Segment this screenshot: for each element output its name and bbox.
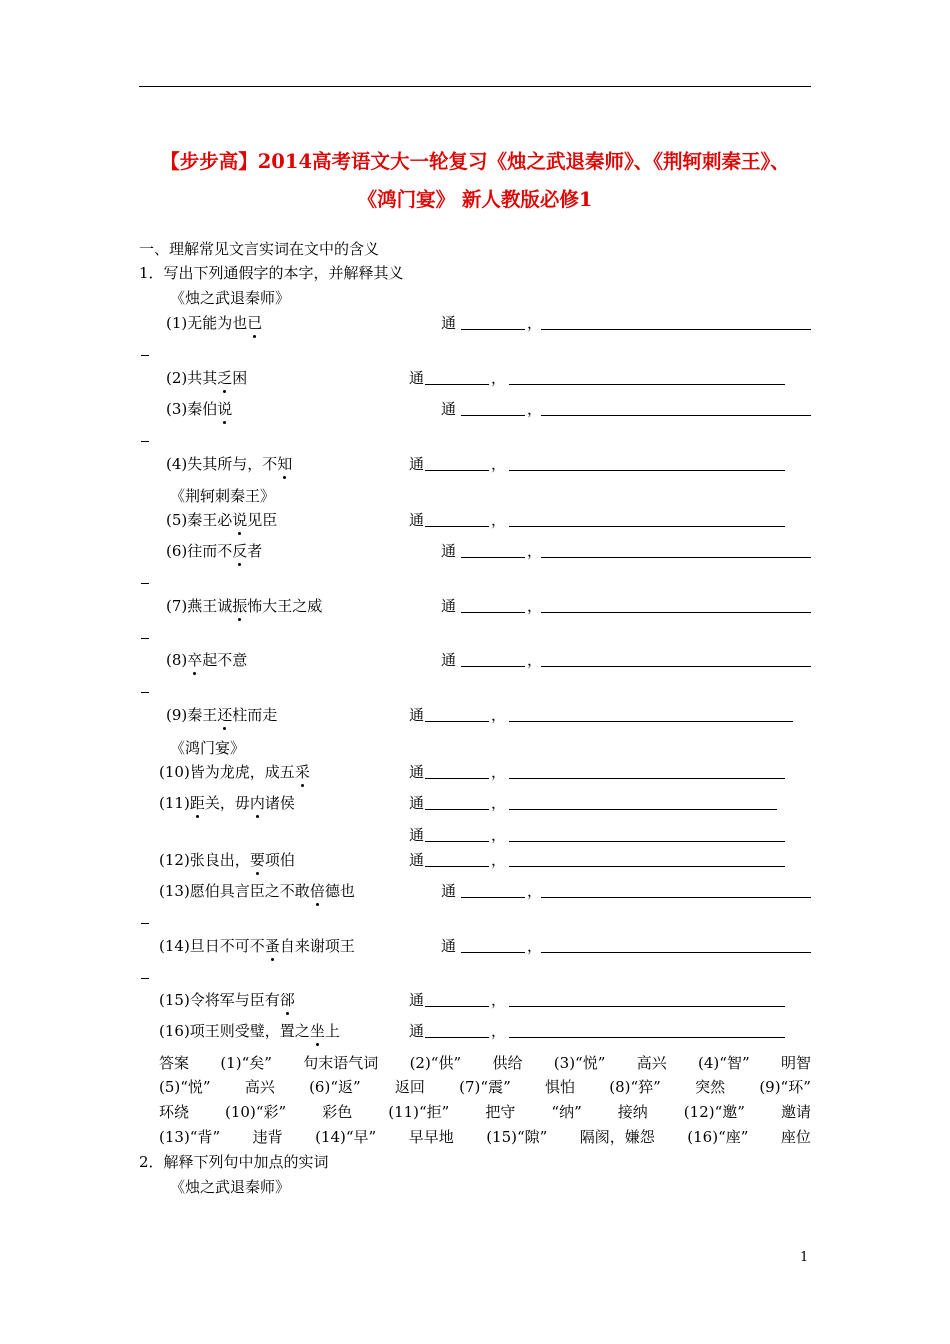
comma: ，	[527, 400, 543, 418]
item-text-pre: 共其	[187, 369, 218, 387]
answer-cell: (3)“悦”	[553, 1054, 606, 1072]
answer-cell: 环绕	[159, 1103, 190, 1121]
book-title-3: 《鸿门宴》	[170, 739, 246, 757]
answer-cell: 接纳	[617, 1103, 648, 1121]
answer-row-4	[159, 1127, 811, 1147]
item-text-pre: 往而不	[187, 542, 233, 560]
dotted-character: 已	[247, 314, 263, 332]
answer-blank-meaning[interactable]	[541, 401, 811, 416]
answer-cell: (6)“返”	[309, 1078, 361, 1096]
answer-cell: (2)“供”	[409, 1054, 462, 1072]
item-text	[159, 1021, 340, 1041]
item-text	[166, 368, 247, 388]
item-text-post: 怖大王之威	[247, 597, 323, 615]
question-1: 1．写出下列通假字的本字，并解释其义	[139, 264, 404, 282]
item-number: (15)	[159, 991, 190, 1009]
item-text-pre: 秦伯	[187, 400, 218, 418]
item-text-pre: 张良出，	[189, 851, 250, 869]
dotted-character: 倍	[309, 882, 325, 900]
dotted-character: 说	[232, 511, 248, 529]
answer-blank-meaning[interactable]	[541, 938, 811, 953]
item-text-pre: 秦王	[187, 706, 218, 724]
dotted-character: 蚤	[264, 937, 280, 955]
item-number: (3)	[166, 400, 188, 418]
answer-blank-meaning[interactable]	[509, 707, 793, 722]
book-title-1: 《烛之武退秦师》	[170, 289, 291, 307]
item-text	[159, 793, 295, 813]
page-number: 1	[800, 1250, 809, 1265]
dotted-character: 采	[294, 763, 310, 781]
document-title: 【步步高】2014高考语文大一轮复习《烛之武退秦师》、《荆轲刺秦王》、	[160, 150, 790, 173]
answer-blank-meaning[interactable]	[509, 764, 785, 779]
item-text	[166, 313, 262, 333]
answer-cell: 座位	[780, 1128, 811, 1146]
item-text	[166, 454, 292, 474]
continuation-dash	[141, 923, 149, 924]
answer-blank-character[interactable]	[461, 883, 525, 898]
answer-cell: (8)“猝”	[609, 1078, 661, 1096]
comma: ，	[491, 826, 507, 844]
item-number: (16)	[159, 1022, 190, 1040]
tong-label: 通	[441, 882, 457, 900]
dotted-character: 乏	[217, 369, 233, 387]
item-number: (14)	[159, 937, 190, 955]
answer-cell: 供给	[492, 1054, 523, 1072]
answer-cell: 句末语气词	[303, 1054, 379, 1072]
answer-row-1	[159, 1053, 811, 1073]
answer-blank-character[interactable]	[461, 315, 525, 330]
answer-cell: 答案	[159, 1054, 190, 1072]
item-text	[159, 881, 355, 901]
item-text	[159, 762, 310, 782]
dotted-character: 知	[277, 455, 293, 473]
item-text	[159, 936, 355, 956]
answer-cell: (13)“背”	[159, 1128, 221, 1146]
item-number: (7)	[166, 597, 188, 615]
item-number: (9)	[166, 706, 188, 724]
answer-cell: (5)“悦”	[159, 1078, 211, 1096]
continuation-dash	[141, 978, 149, 979]
comma: ，	[491, 991, 507, 1009]
comma: ，	[527, 314, 543, 332]
answer-cell: 早早地	[408, 1128, 454, 1146]
tong-label: 通	[409, 511, 425, 529]
item-text-post: 者	[247, 542, 263, 560]
item-text-post: 见臣	[247, 511, 278, 529]
answer-cell: 把守	[485, 1103, 516, 1121]
answer-cell: 突然	[695, 1078, 726, 1096]
item-number: (13)	[159, 882, 190, 900]
answer-cell: (10)“彩”	[225, 1103, 287, 1121]
dotted-character: 说	[217, 400, 233, 418]
tong-label: 通	[409, 369, 425, 387]
dotted-character: 郤	[279, 991, 295, 1009]
tong-label: 通	[409, 706, 425, 724]
answer-blank-character[interactable]	[461, 598, 525, 613]
item-text-post: 起不意	[202, 651, 248, 669]
answer-cell: “纳”	[551, 1103, 582, 1121]
answer-blank-meaning[interactable]	[509, 827, 785, 842]
item-text-post: 项伯	[264, 851, 295, 869]
item-text-pre: 皆为龙虎，成五	[189, 763, 295, 781]
tong-label: 通	[409, 763, 425, 781]
answer-cell: 违背	[252, 1128, 283, 1146]
tong-label: 通	[409, 1022, 425, 1040]
dotted-character: 内	[249, 794, 265, 812]
answer-cell: (12)“邀”	[683, 1103, 745, 1121]
comma: ，	[491, 763, 507, 781]
continuation-dash	[141, 355, 149, 356]
tong-label: 通	[409, 455, 425, 473]
answer-blank-meaning[interactable]	[509, 852, 785, 867]
answer-blank-character[interactable]	[425, 456, 489, 471]
answer-blank-character[interactable]	[425, 370, 489, 385]
answer-cell: (1)“矣”	[220, 1054, 272, 1072]
tong-label: 通	[441, 400, 457, 418]
item-text	[159, 990, 295, 1010]
answer-blank-character[interactable]	[425, 764, 489, 779]
answer-blank-character[interactable]	[461, 938, 525, 953]
item-text-pre: 令将军与臣有	[189, 991, 280, 1009]
answer-blank-character[interactable]	[425, 992, 489, 1007]
item-text-post: 德也	[324, 882, 355, 900]
answer-cell: (16)“座”	[687, 1128, 749, 1146]
answer-blank-meaning[interactable]	[509, 512, 785, 527]
answer-cell: (9)“环”	[759, 1078, 811, 1096]
answer-blank-meaning[interactable]	[541, 883, 811, 898]
answer-blank-meaning[interactable]	[541, 315, 811, 330]
tong-label: 通	[441, 651, 457, 669]
item-number: (8)	[166, 651, 188, 669]
comma: ，	[491, 851, 507, 869]
item-text-pre: 旦日不可不	[189, 937, 265, 955]
item-text-post: 诸侯	[264, 794, 295, 812]
item-text-pre: 无能为也	[187, 314, 248, 332]
answer-blank-meaning[interactable]	[509, 456, 785, 471]
tong-label: 通	[409, 991, 425, 1009]
answer-blank-character[interactable]	[425, 512, 489, 527]
answer-blank-meaning[interactable]	[541, 652, 811, 667]
comma: ，	[491, 1022, 507, 1040]
comma: ，	[527, 597, 543, 615]
item-number: (11)	[159, 794, 190, 812]
comma: ，	[491, 511, 507, 529]
continuation-dash	[141, 638, 149, 639]
answer-row-2	[159, 1077, 811, 1097]
comma: ，	[527, 882, 543, 900]
item-number: (2)	[166, 369, 188, 387]
answer-cell: (7)“震”	[459, 1078, 511, 1096]
answer-blank-character[interactable]	[425, 795, 489, 810]
dotted-character: 距	[189, 794, 205, 812]
answer-cell: 邀请	[780, 1103, 811, 1121]
item-text-post: 自来谢项王	[279, 937, 355, 955]
answer-row-3	[159, 1102, 811, 1122]
item-text-post: 柱而走	[232, 706, 278, 724]
comma: ，	[527, 542, 543, 560]
answer-cell: 返回	[394, 1078, 425, 1096]
section-heading: 一、理解常见文言实词在文中的含义	[139, 240, 380, 258]
item-text	[166, 596, 322, 616]
item-number: (12)	[159, 851, 190, 869]
answer-cell: 惧怕	[544, 1078, 575, 1096]
tong-label: 通	[441, 314, 457, 332]
item-number: (10)	[159, 763, 190, 781]
item-text-post: 困	[232, 369, 248, 387]
item-number: (4)	[166, 455, 188, 473]
answer-blank-character[interactable]	[425, 827, 489, 842]
answer-blank-meaning[interactable]	[509, 1023, 785, 1038]
item-number: (5)	[166, 511, 188, 529]
comma: ，	[491, 455, 507, 473]
tong-label: 通	[409, 851, 425, 869]
answer-cell: (15)“隙”	[486, 1128, 548, 1146]
comma: ，	[491, 706, 507, 724]
item-text	[166, 399, 232, 419]
item-number: (6)	[166, 542, 188, 560]
tong-label: 通	[441, 542, 457, 560]
item-text-pre: 燕王诚	[187, 597, 233, 615]
dotted-character: 振	[232, 597, 248, 615]
tong-label: 通	[409, 826, 425, 844]
answer-cell: 高兴	[244, 1078, 275, 1096]
dotted-character: 反	[232, 542, 248, 560]
answer-blank-meaning[interactable]	[509, 370, 785, 385]
item-text-pre: 失其所与，不	[187, 455, 278, 473]
comma: ，	[491, 794, 507, 812]
answer-cell: 隔阂，嫌怨	[579, 1128, 655, 1146]
answer-cell: (11)“拒”	[388, 1103, 450, 1121]
answer-blank-character[interactable]	[461, 543, 525, 558]
item-text-pre: 愿伯具言臣之不敢	[189, 882, 310, 900]
answer-cell: 彩色	[322, 1103, 353, 1121]
book-title-2: 《荆轲刺秦王》	[170, 487, 276, 505]
answer-blank-meaning[interactable]	[541, 598, 811, 613]
answer-blank-character[interactable]	[425, 1023, 489, 1038]
tong-label: 通	[441, 597, 457, 615]
item-text-post: 关，毋	[204, 794, 250, 812]
item-text	[166, 705, 277, 725]
item-text-pre: 项王则受璧，置之	[189, 1022, 310, 1040]
book-title-q2: 《烛之武退秦师》	[170, 1178, 291, 1196]
dotted-character: 还	[217, 706, 233, 724]
answer-cell: 高兴	[636, 1054, 667, 1072]
document-subtitle: 《鸿门宴》 新人教版必修1	[357, 188, 593, 211]
question-2: 2．解释下列句中加点的实词	[139, 1153, 329, 1171]
answer-blank-character[interactable]	[461, 401, 525, 416]
tong-label: 通	[409, 794, 425, 812]
answer-blank-meaning[interactable]	[541, 543, 811, 558]
dotted-character: 要	[249, 851, 265, 869]
dotted-character: 卒	[187, 651, 203, 669]
header-rule	[139, 86, 811, 87]
item-text-pre: 秦王必	[187, 511, 233, 529]
continuation-dash	[141, 441, 149, 442]
item-text	[166, 510, 277, 530]
item-number: (1)	[166, 314, 188, 332]
item-text	[166, 541, 262, 561]
answer-blank-character[interactable]	[425, 707, 489, 722]
answer-blank-character[interactable]	[461, 652, 525, 667]
continuation-dash	[141, 583, 149, 584]
answer-blank-meaning[interactable]	[509, 992, 785, 1007]
item-text	[166, 650, 247, 670]
answer-cell: 明智	[780, 1054, 811, 1072]
continuation-dash	[141, 692, 149, 693]
item-text-post: 上	[324, 1022, 340, 1040]
comma: ，	[527, 651, 543, 669]
dotted-character: 坐	[309, 1022, 325, 1040]
answer-blank-character[interactable]	[425, 852, 489, 867]
tong-label: 通	[441, 937, 457, 955]
answer-blank-meaning[interactable]	[509, 795, 777, 810]
comma: ，	[491, 369, 507, 387]
comma: ，	[527, 937, 543, 955]
item-text	[159, 850, 295, 870]
answer-cell: (14)“早”	[315, 1128, 377, 1146]
answer-cell: (4)“智”	[698, 1054, 750, 1072]
